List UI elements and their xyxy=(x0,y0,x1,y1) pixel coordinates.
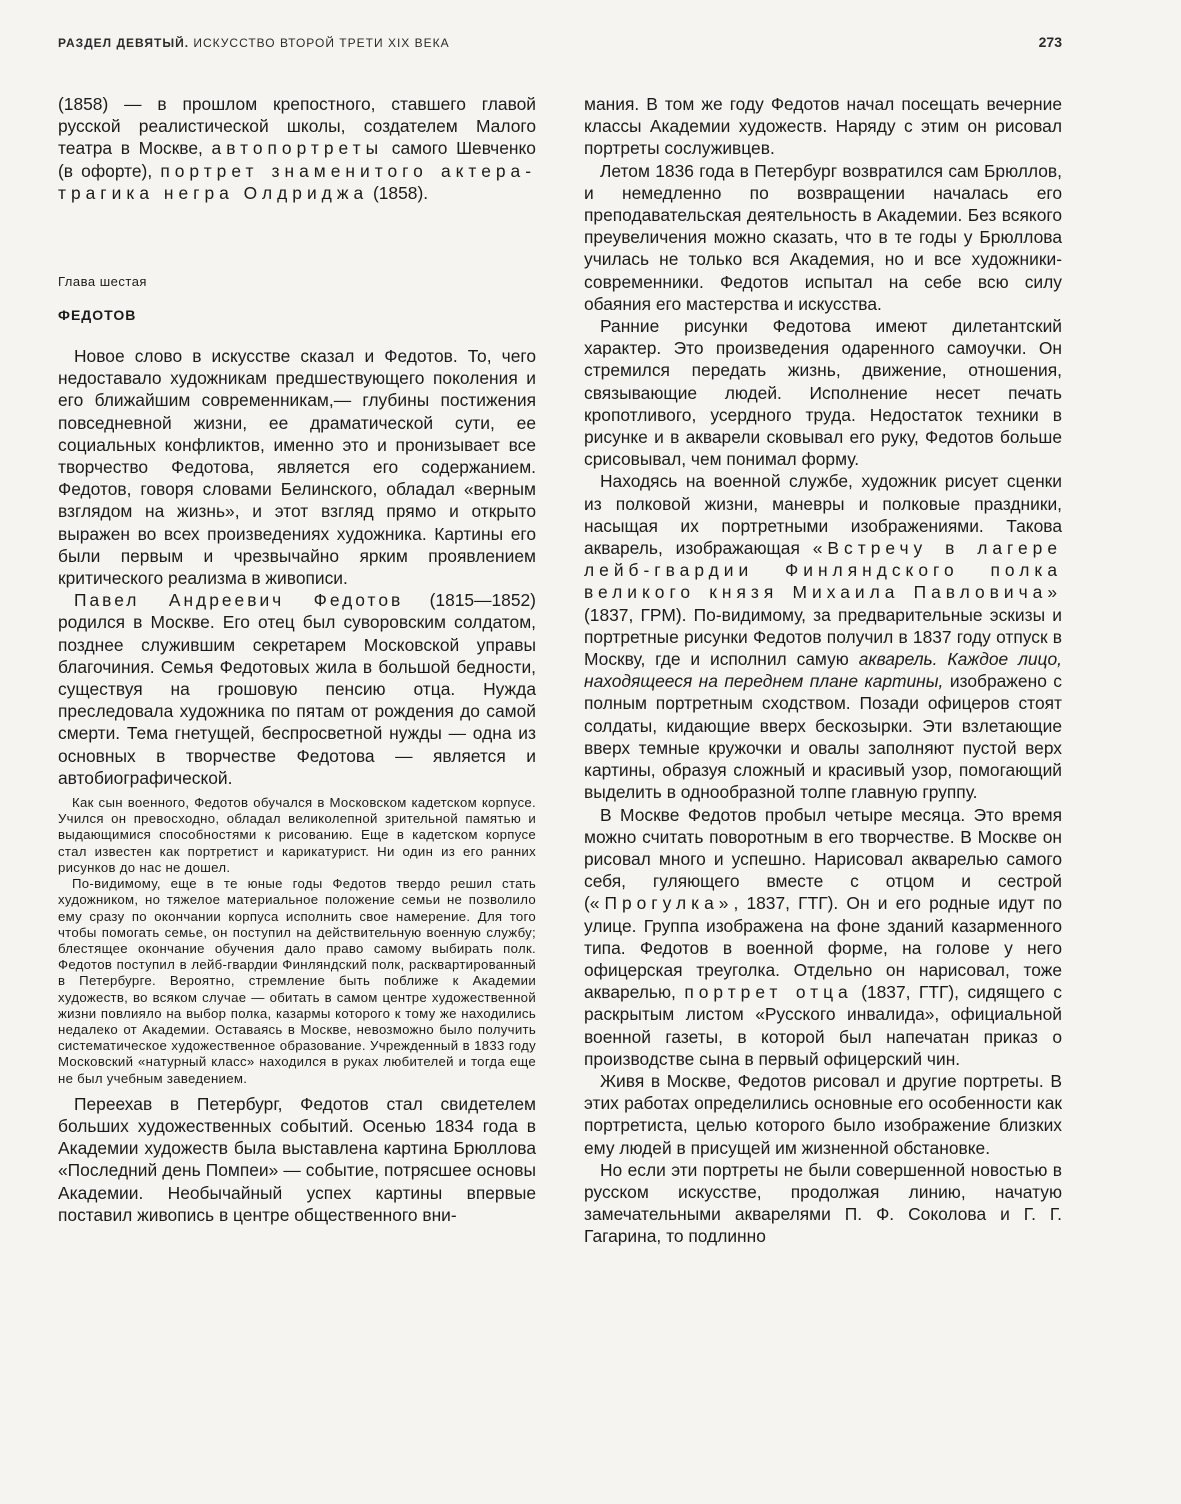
intro-end: (1858). xyxy=(372,182,429,203)
intro-mid: самого Шевченко (в офорте), xyxy=(58,138,536,181)
artwork-title-spaced: «Встречу в лагере лейб-гвардии Финляндского полка великого князя Михаила Павловича» xyxy=(584,538,1062,603)
intro-paragraph xyxy=(58,93,536,204)
intro-spaced-1: автопортреты xyxy=(211,138,384,159)
chapter-label: Глава шестая xyxy=(58,274,147,290)
paragraph-text: (1815—1852) родился в Москве. Его отец был суворовским солдатом, позднее служившим секретарем Московской управы благочиния. Семья Федотовых жила в большой бедности, существуя на грошовую пенсию отца. Нужда преследовала художника по пятам от рождения до самой смерти. Тема гнетущей, беспросветной нужды — одна из основных в творчестве Федотова — является и автобиографической. xyxy=(58,590,536,788)
paragraph-text: , 1837, ГТГ). Он и его родные идут по улице. Группа изображена на фоне зданий казарменного типа. Федотов в военной форме, на голове у него офицерская треуголка. Отдельно он нарисовал, тоже акварелью, xyxy=(584,893,1062,1003)
small-paragraph: По-видимому, еще в те юные годы Федотов твердо решил стать художником, но тяжелое материальное положение семьи не позволило ему сразу по окончании корпуса исполнить свое намерение. Для того чтобы помогать семье, он поступил на действительную военную службу; блестящее окончание обучения дало право самому выбирать полк. Федотов поступил в лейб-гвардии Финляндский полк, расквартированный в Петербурге. Вероятно, стремление быть поближе к Академии художеств, во всяком случае — обитать в самом центре художественной жизни повлияло на выбор полка, казармы которого к тому же находились недалеко от Академии. Оставаясь в Москве, невозможно было получить систематическое художественное образование. Учрежденный в 1833 году Московский «натурный класс» находился в руках любителей и тогда еще не был учебным заведением. xyxy=(58,876,536,1086)
artwork-title-spaced: портрет отца xyxy=(684,982,853,1003)
paragraph: Но если эти портреты не были совершенной новостью в русском искусстве, продолжая линию, начатую замечательными акварелями П. Ф. Соколова и Г. Г. Гагарина, то подлинно xyxy=(584,1159,1062,1247)
paragraph: Живя в Москве, Федотов рисовал и другие портреты. В этих работах определились основные его особенности как портретиста, целью которого было изображение близких ему людей в присущей им жизненной обстановке. xyxy=(584,1070,1062,1158)
paragraph: мания. В том же году Федотов начал посещать вечерние классы Академии художеств. Наряду с этим он рисовал портреты сослуживцев. xyxy=(584,94,1062,159)
left-column xyxy=(58,93,536,1226)
page-number: 273 xyxy=(1038,34,1062,50)
paragraph: Переехав в Петербург, Федотов стал свидетелем больших художественных событий. Осенью 1834 года в Академии художеств была выставлена картина Брюллова «Последний день Помпеи» — событие, потрясшее основы Академии. Необычайный успех картины впервые поставил живопись в центре общественного вни- xyxy=(58,1093,536,1225)
paragraph-text: (1837, ГРМ). По-видимому, за предварительные эскизы и портретные рисунки Федотов получил в 1837 году отпуск в Москву, где и исполнил самую xyxy=(584,604,1062,670)
chapter-title: ФЕДОТОВ xyxy=(58,307,137,324)
paragraph-text: Находясь на военной службе, художник рисует сценки из полковой жизни, маневры и полковые праздники, насыщая их портретными изображениями. Такова акварель, изображающая xyxy=(584,471,1062,559)
small-paragraph: Как сын военного, Федотов обучался в Московском кадетском корпусе. Учился он превосходно, обладал великолепной зрительной памятью и выдающимися способностями к рисованию. Еще в кадетском корпусе стал известен как портретист и карикатурист. Ни один из его ранних рисунков до нас не дошел. xyxy=(58,795,536,875)
paragraph-text: В Москве Федотов пробыл четыре месяца. Это время можно считать поворотным в его творчестве. В Москве он рисовал много и успешно. Нарисовал акварелью самого себя, гуляющего вместе с отцом и сестрой ( xyxy=(584,804,1062,914)
paragraph-text: изображено с полным портретным сходством. Позади офицеров стоят солдаты, кидающие вверх бескозырки. Эти взлетающие вверх темные кружочки и овалы заполняют пустой верх картины, образуя сложный и красивый узор, помогающий выделить в однообразной толпе главную группу. xyxy=(584,671,1063,803)
paragraph xyxy=(58,589,536,789)
paragraph: Летом 1836 года в Петербург возвратился сам Брюллов, и немедленно по возвращении началась его преподавательская деятельность в Академии. Без всякого преувеличения можно сказать, что в те годы у Брюллова училась не только вся Академия, но и все художники-современники. Федотов испытал на себе всю силу обаяния его мастерства и искусства. xyxy=(584,160,1062,314)
italic-text: акварель. Каждое лицо, находящееся на переднем плане картины, xyxy=(584,649,1062,692)
paragraph: Новое слово в искусстве сказал и Федотов. То, чего недоставало художникам предшествующего поколения и его ближайшим современникам,— глубины постижения повседневной жизни, ее драматической сути, ее социальных конфликтов, именно это и пронизывает все творчество Федотова, является его содержанием. Федотов, говоря словами Белинского, обладал «верным взглядом на жизнь», и этот взгляд прямо и открыто выражен во всех произведениях художника. Картины его были первым и чрезвычайно ярким проявлением критического реализма в живописи. xyxy=(58,346,536,589)
section-label: РАЗДЕЛ ДЕВЯТЫЙ. xyxy=(58,36,190,50)
paragraph xyxy=(584,804,1062,1070)
intro-text: (1858) — в прошлом крепостного, ставшего главой русской реалистической школы, создателем Малого театра в Москве, xyxy=(58,94,536,159)
small-print-block xyxy=(58,795,536,1087)
paragraph-text: (1837, ГТГ), сидящего с раскрытым листом «Русского инвалида», официальной военной газеты, в которой был напечатан приказ о производстве сына в первый офицерский чин. xyxy=(584,982,1062,1069)
name-spaced: Павел Андреевич Федотов xyxy=(74,590,404,611)
artwork-title-spaced: «Прогулка» xyxy=(589,893,734,914)
intro-spaced-2: портрет знаменитого актера-трагика негра Олдриджа xyxy=(58,160,536,203)
paragraph: Ранние рисунки Федотова имеют дилетантский характер. Это произведения одаренного самоучки. Он стремился передать жизнь, движение, отношения, связывающие людей. Исполнение несет печать кропотливого, усердного труда. Недостаток техники в рисунке и в акварели сковывал его руку, Федотов больше срисовывал, чем понимал форму. xyxy=(584,316,1062,470)
running-header xyxy=(58,36,1062,50)
paragraph xyxy=(584,470,1062,803)
section-subtitle: ИСКУССТВО ВТОРОЙ ТРЕТИ XIX ВЕКА xyxy=(193,36,450,50)
right-column xyxy=(584,93,1062,1248)
